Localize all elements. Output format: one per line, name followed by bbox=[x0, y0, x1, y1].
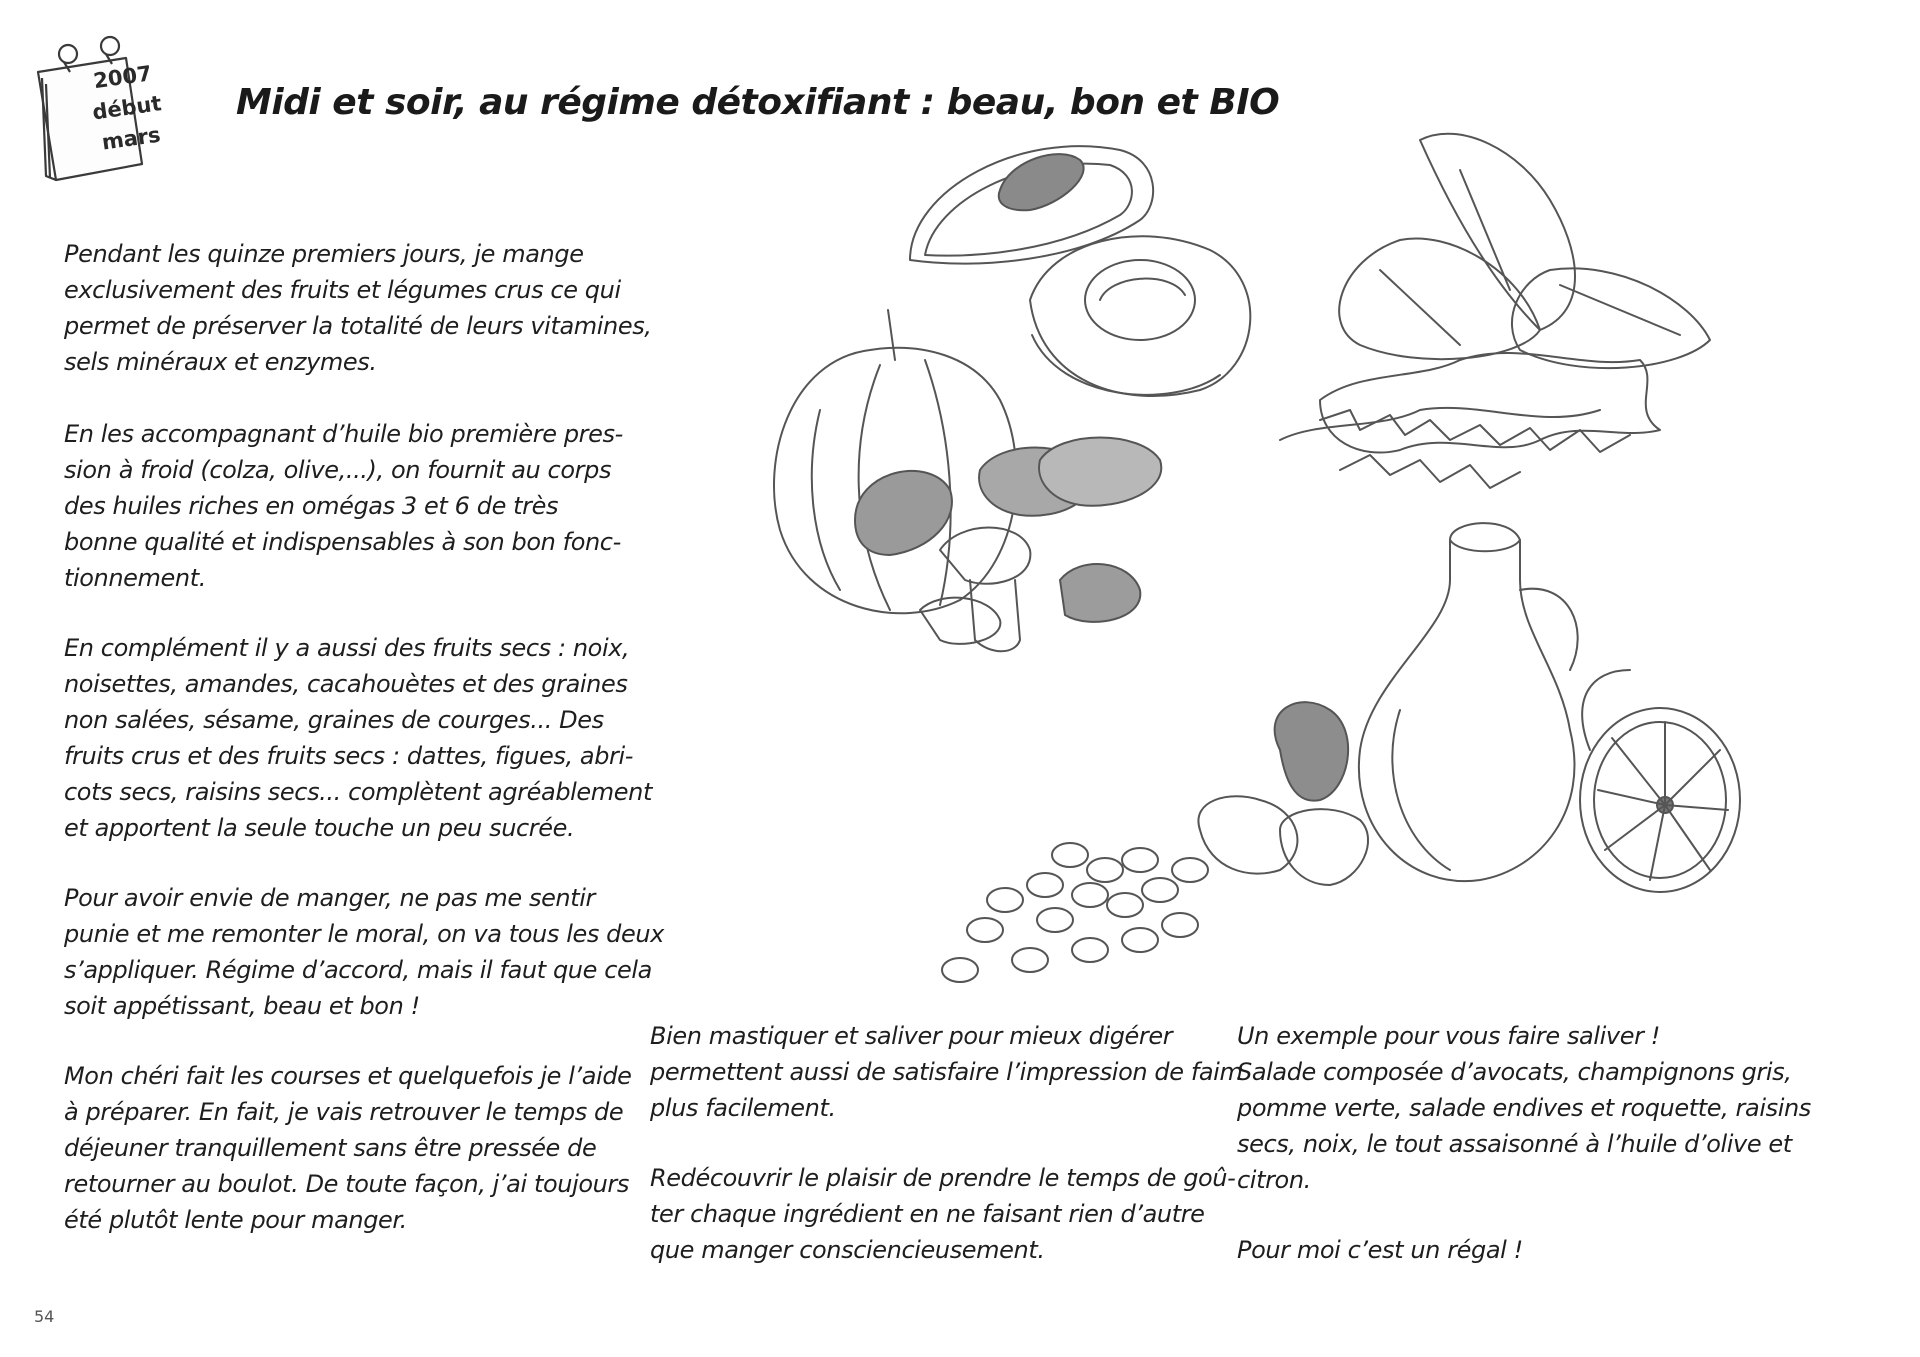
text-line: ter chaque ingrédient en ne faisant rien d’autre bbox=[650, 1200, 1205, 1228]
paragraph-dried-fruits bbox=[64, 630, 652, 846]
avocado-half-icon bbox=[1030, 236, 1250, 396]
text-line: citron. bbox=[1237, 1166, 1311, 1194]
paragraph-treat bbox=[1237, 1232, 1797, 1268]
text-line: punie et me remonter le moral, on va tous les deux bbox=[64, 920, 664, 948]
text-line: sels minéraux et enzymes. bbox=[64, 348, 377, 376]
text-line: retourner au boulot. De toute façon, j’ai toujours bbox=[64, 1170, 630, 1198]
text-line: été plutôt lente pour manger. bbox=[64, 1206, 407, 1234]
text-line: bonne qualité et indispensables à son bon fonc- bbox=[64, 528, 621, 556]
oil-jug-icon bbox=[1359, 523, 1578, 881]
text-line: En les accompagnant d’huile bio première pres- bbox=[64, 420, 623, 448]
text-line: secs, noix, le tout assaisonné à l’huile d’olive et bbox=[1237, 1130, 1792, 1158]
page-title: Midi et soir, au régime détoxifiant : beau, bon et BIO bbox=[236, 82, 1280, 123]
text-line: permettent aussi de satisfaire l’impression de faim bbox=[650, 1058, 1243, 1086]
text-line: Pour avoir envie de manger, ne pas me sentir bbox=[64, 884, 595, 912]
text-line: soit appétissant, beau et bon ! bbox=[64, 992, 420, 1020]
text-line: sion à froid (colza, olive,...), on fournit au corps bbox=[64, 456, 612, 484]
text-line: s’appliquer. Régime d’accord, mais il faut que cela bbox=[64, 956, 652, 984]
text-line: En complément il y a aussi des fruits secs : noix, bbox=[64, 634, 630, 662]
text-line: Redécouvrir le plaisir de prendre le temps de goû- bbox=[650, 1164, 1236, 1192]
text-line: Bien mastiquer et saliver pour mieux digérer bbox=[650, 1022, 1173, 1050]
text-line: cots secs, raisins secs... complètent agréablement bbox=[64, 778, 652, 806]
endive-icon bbox=[1339, 134, 1710, 368]
paragraph-oils bbox=[64, 416, 634, 596]
paragraph-chewing bbox=[650, 1018, 1243, 1126]
calendar-date-text bbox=[66, 55, 188, 162]
calendar-date-badge bbox=[30, 28, 163, 188]
paragraph-first-weeks bbox=[64, 236, 652, 380]
text-line: noisettes, amandes, cacahouètes et des graines bbox=[64, 670, 628, 698]
text-line: permet de préserver la totalité de leurs vitamines, bbox=[64, 312, 652, 340]
food-illustration bbox=[760, 110, 1820, 1010]
text-line: non salées, sésame, graines de courges... Des bbox=[64, 706, 604, 734]
text-line: Mon chéri fait les courses et quelquefois je l’aide bbox=[64, 1062, 632, 1090]
text-line: plus facilement. bbox=[650, 1094, 836, 1122]
paragraph-motivation bbox=[64, 880, 664, 1024]
text-line: que manger consciencieusement. bbox=[650, 1236, 1045, 1264]
paragraph-shopping bbox=[64, 1058, 634, 1238]
apple-icon bbox=[774, 310, 1016, 613]
page-number: 54 bbox=[34, 1307, 55, 1326]
text-line: fruits crus et des fruits secs : dattes, figues, abri- bbox=[64, 742, 634, 770]
text-line: Pendant les quinze premiers jours, je mange bbox=[64, 240, 584, 268]
text-line: Pour moi c’est un régal ! bbox=[1237, 1236, 1523, 1264]
text-line: pomme verte, salade endives et roquette, raisins bbox=[1237, 1094, 1811, 1122]
calendar-year: 2007 bbox=[91, 61, 154, 94]
text-line: Salade composée d’avocats, champignons gris, bbox=[1237, 1058, 1792, 1086]
text-line: et apportent la seule touche un peu sucrée. bbox=[64, 814, 575, 842]
calendar-period: début bbox=[90, 91, 163, 125]
walnut-icon bbox=[1198, 702, 1368, 885]
arugula-leaf-icon bbox=[1280, 353, 1660, 488]
mushroom-icon bbox=[855, 438, 1161, 652]
text-line: des huiles riches en omégas 3 et 6 de très bbox=[64, 492, 559, 520]
text-line: tionnement. bbox=[64, 564, 206, 592]
lemon-slice-icon bbox=[1580, 670, 1740, 892]
avocado-half-icon bbox=[910, 146, 1153, 264]
paragraph-example-salad bbox=[1237, 1018, 1811, 1198]
calendar-month: mars bbox=[100, 122, 163, 155]
food-sketch bbox=[760, 110, 1820, 1010]
text-line: déjeuner tranquillement sans être pressée de bbox=[64, 1134, 597, 1162]
raisins-icon bbox=[942, 843, 1208, 982]
text-line: à préparer. En fait, je vais retrouver le temps de bbox=[64, 1098, 624, 1126]
text-line: Un exemple pour vous faire saliver ! bbox=[1237, 1022, 1660, 1050]
text-line: exclusivement des fruits et légumes crus ce qui bbox=[64, 276, 621, 304]
paragraph-tasting bbox=[650, 1160, 1236, 1268]
